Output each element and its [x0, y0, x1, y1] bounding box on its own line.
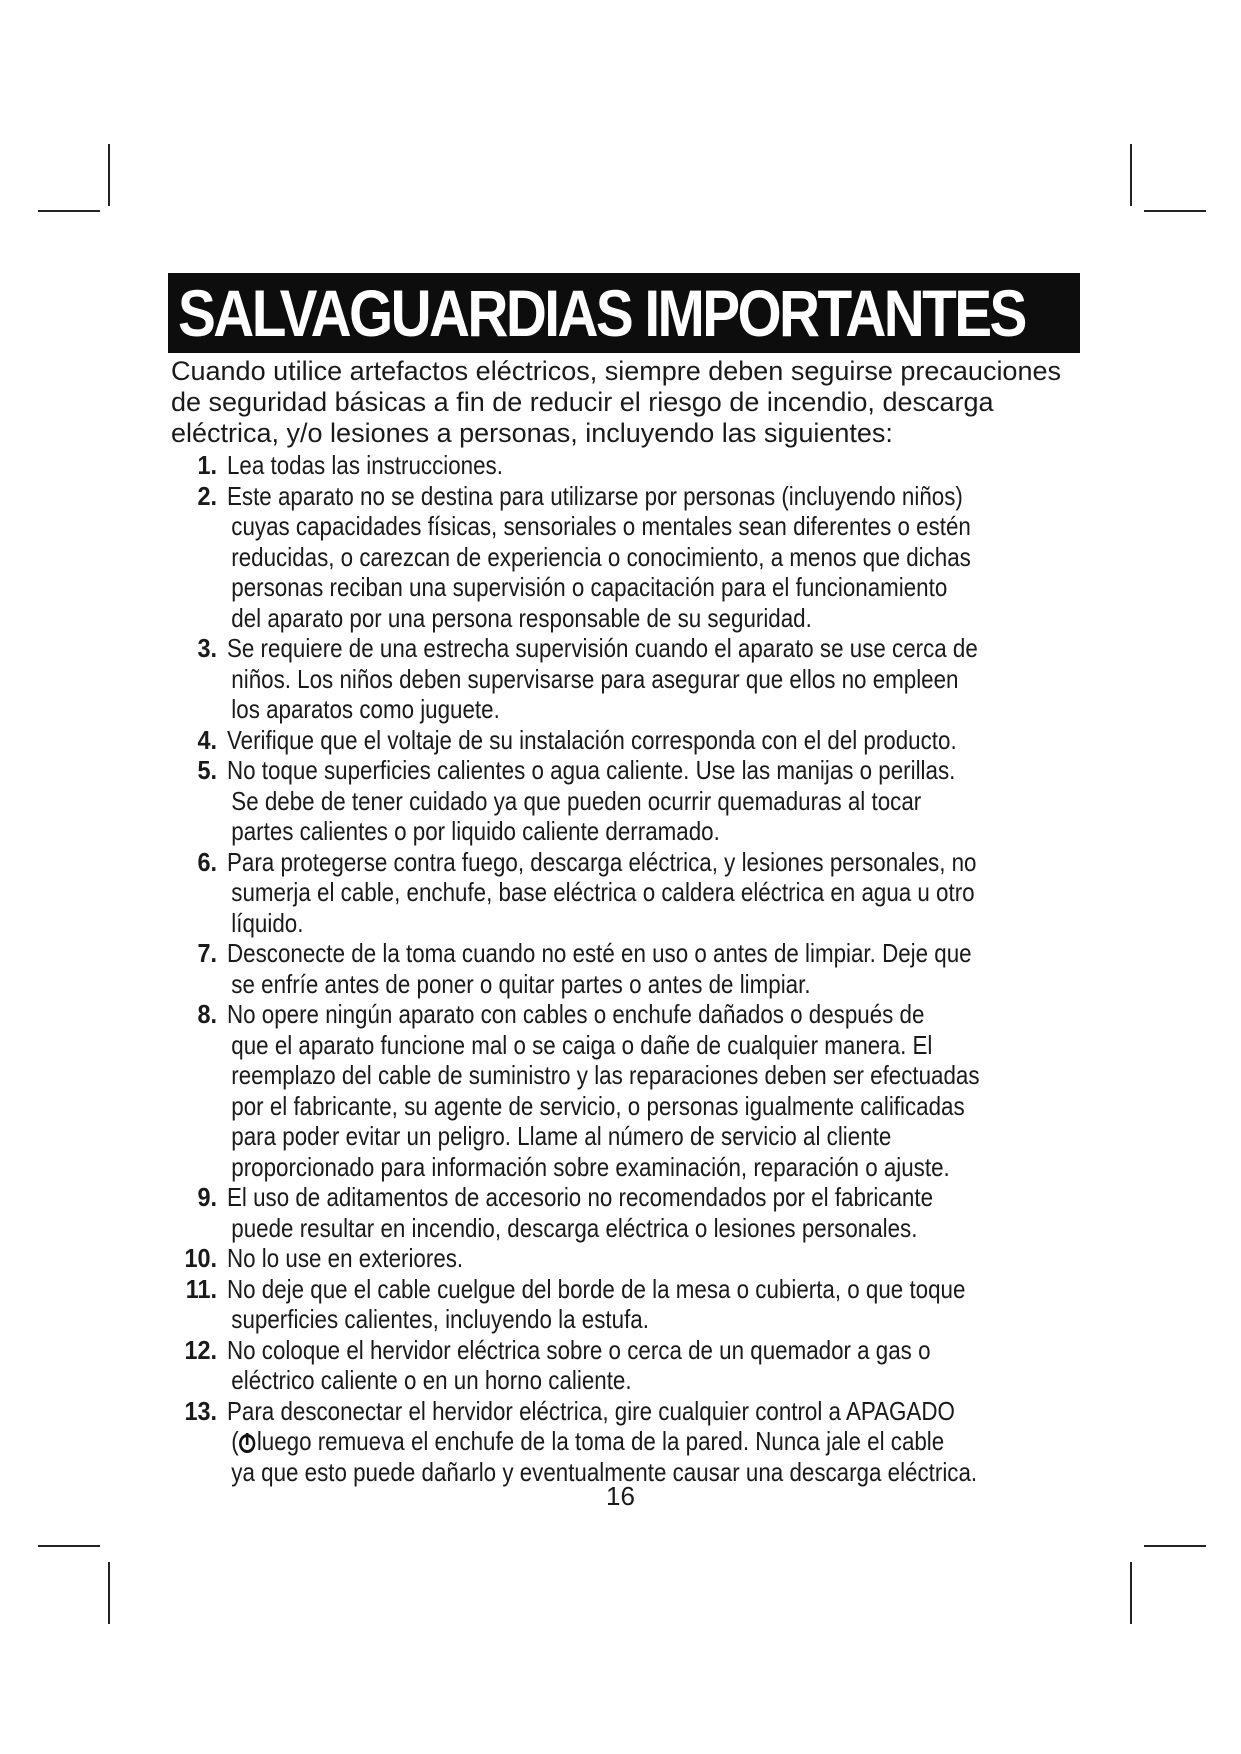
list-item-text	[227, 481, 1091, 634]
crop-mark-top-left-horizontal	[38, 210, 100, 212]
safeguards-list	[171, 450, 1091, 1487]
crop-mark-top-right-horizontal	[1144, 210, 1206, 212]
list-item-line: Se requiere de una estrecha supervisión cuando el aparato se use cerca de	[227, 633, 978, 663]
list-item-text	[227, 755, 1091, 847]
list-item-line: No lo use en exteriores.	[227, 1243, 464, 1273]
list-item-number: 12.	[184, 1334, 217, 1365]
list-item-number: 4.	[197, 724, 217, 755]
crop-mark-bottom-left-vertical	[108, 1562, 110, 1624]
list-item-number: 3.	[197, 633, 217, 663]
list-item-line: Verifique que el voltaje de su instalación corresponda con el del producto.	[227, 724, 957, 755]
list-item-line: por el fabricante, su agente de servicio, o personas igualmente calificadas	[231, 1090, 965, 1121]
list-item-number: 2.	[197, 480, 217, 511]
list-item-line: del aparato por una persona responsable de su seguridad.	[231, 602, 812, 633]
list-item-line: reducidas, o carezcan de experiencia o conocimiento, a menos que dichas	[231, 541, 971, 572]
list-item-line	[227, 1426, 970, 1457]
page-title-text: SALVAGUARDIAS IMPORTANTES	[178, 276, 1025, 350]
crop-mark-bottom-left-horizontal	[38, 1545, 100, 1547]
list-item-line: Para protegerse contra fuego, descarga eléctrica, y lesiones personales, no	[227, 846, 977, 877]
list-item-number: 1.	[197, 450, 217, 480]
list-item-text	[227, 1182, 1091, 1243]
crop-mark-top-left-vertical	[108, 144, 110, 206]
power-icon	[239, 1434, 255, 1453]
list-item-number: 11.	[185, 1273, 217, 1304]
list-item-number: 6.	[197, 846, 217, 877]
crop-mark-bottom-right-vertical	[1130, 1562, 1132, 1624]
list-item-number: 5.	[197, 755, 217, 785]
list-item	[171, 1335, 1091, 1396]
intro-line: eléctrica, y/o lesiones a personas, incluyendo las siguientes:	[171, 418, 893, 448]
list-item-text	[227, 450, 1091, 481]
list-item-line: Este aparato no se destina para utilizarse por personas (incluyendo niños)	[227, 480, 963, 511]
intro-line: Cuando utilice artefactos eléctricos, siempre deben seguirse precauciones	[171, 356, 1061, 386]
crop-mark-top-right-vertical	[1130, 144, 1132, 206]
list-item-line: personas reciban una supervisión o capacitación para el funcionamiento	[231, 572, 948, 602]
intro-paragraph	[171, 356, 1081, 449]
crop-mark-bottom-right-horizontal	[1144, 1545, 1206, 1547]
list-item	[171, 1182, 1091, 1243]
list-item-line: Desconecte de la toma cuando no esté en uso o antes de limpiar. Deje que	[227, 938, 972, 968]
list-item	[171, 938, 1091, 999]
list-item-line: No deje que el cable cuelgue del borde de la mesa o cubierta, o que toque	[227, 1273, 966, 1304]
list-item-number: 7.	[197, 938, 217, 968]
list-item-line: partes calientes o por liquido caliente derramado.	[231, 816, 720, 846]
list-item-line: superficies calientes, incluyendo la estufa.	[231, 1304, 649, 1334]
list-item-line: Para desconectar el hervidor eléctrica, gire cualquier control a APAGADO	[227, 1395, 955, 1426]
list-item	[171, 755, 1091, 847]
list-item-line: No coloque el hervidor eléctrica sobre o cerca de un quemador a gas o	[227, 1334, 931, 1365]
list-item-line: se enfríe antes de poner o quitar partes o antes de limpiar.	[231, 968, 811, 999]
list-item-text	[227, 1335, 1091, 1396]
list-item-line: proporcionado para información sobre examinación, reparación o ajuste.	[231, 1151, 950, 1182]
list-item-text	[227, 1274, 1091, 1335]
list-item-number: 10.	[184, 1243, 217, 1273]
list-item-text	[227, 1243, 1091, 1274]
list-item-line-prefix: (	[231, 1426, 239, 1456]
list-item-line: No opere ningún aparato con cables o enchufe dañados o después de	[227, 999, 925, 1029]
list-item-line: para poder evitar un peligro. Llame al número de servicio al cliente	[231, 1121, 892, 1151]
list-item-number: 9.	[197, 1182, 217, 1212]
list-item	[171, 1274, 1091, 1335]
list-item	[171, 847, 1091, 939]
list-item-line: cuyas capacidades físicas, sensoriales o mentales sean diferentes o estén	[231, 511, 971, 541]
list-item-line: No toque superficies calientes o agua caliente. Use las manijas o perillas.	[227, 755, 956, 785]
list-item-line: puede resultar en incendio, descarga eléctrica o lesiones personales.	[231, 1212, 918, 1243]
list-item-line-text: luego remueva el enchufe de la toma de la pared. Nunca jale el cable	[256, 1426, 945, 1456]
list-item-line: eléctrico caliente o en un horno caliente.	[231, 1365, 632, 1395]
list-item-line: Lea todas las instrucciones.	[227, 450, 503, 480]
list-item-line: Se debe de tener cuidado ya que pueden ocurrir quemaduras al tocar	[231, 785, 922, 816]
list-item-number: 8.	[197, 999, 217, 1029]
list-item	[171, 450, 1091, 481]
list-item-line: reemplazo del cable de suministro y las reparaciones deben ser efectuadas	[231, 1060, 980, 1090]
list-item-line: niños. Los niños deben supervisarse para asegurar que ellos no empleen	[231, 663, 959, 694]
list-item	[171, 633, 1091, 725]
list-item-text	[227, 847, 1091, 939]
list-item-number: 13.	[184, 1395, 217, 1426]
list-item	[171, 1243, 1091, 1274]
list-item	[171, 999, 1091, 1182]
page-title	[168, 273, 1080, 353]
list-item-text	[227, 999, 1091, 1182]
list-item-line: líquido.	[231, 907, 304, 938]
list-item-line: El uso de aditamentos de accesorio no recomendados por el fabricante	[227, 1182, 934, 1212]
list-item-text	[227, 633, 1091, 725]
list-item-text	[227, 1396, 1091, 1488]
list-item-line: sumerja el cable, enchufe, base eléctrica o caldera eléctrica en agua u otro	[231, 877, 975, 907]
list-item	[171, 725, 1091, 756]
intro-line: de seguridad básicas a fin de reducir el riesgo de incendio, descarga	[171, 387, 994, 417]
list-item-line: los aparatos como juguete.	[231, 694, 500, 724]
list-item-text	[227, 938, 1091, 999]
list-item-line: que el aparato funcione mal o se caiga o dañe de cualquier manera. El	[231, 1029, 933, 1060]
list-item	[171, 1396, 1091, 1488]
list-item-text	[227, 725, 1091, 756]
list-item-line: ya que esto puede dañarlo y eventualmente causar una descarga eléctrica.	[231, 1456, 978, 1487]
page-number: 16	[606, 1481, 635, 1511]
list-item	[171, 481, 1091, 634]
